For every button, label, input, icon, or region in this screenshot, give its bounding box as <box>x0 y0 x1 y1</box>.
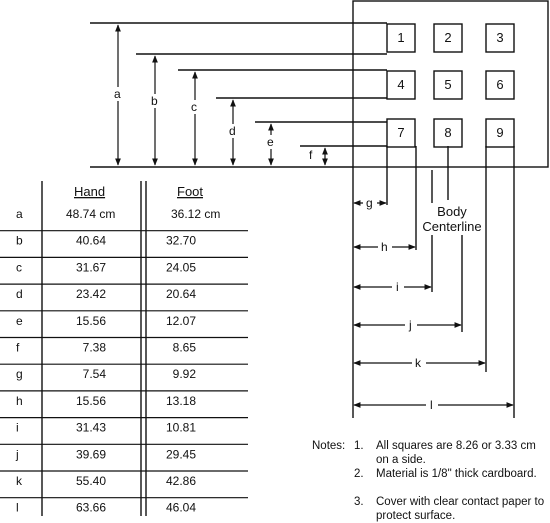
note-number: 3. <box>354 496 364 508</box>
reference-lines <box>90 23 387 167</box>
table-cell-foot: 12.07 <box>165 313 196 328</box>
centerline-label-line2: Centerline <box>422 219 482 234</box>
table-cell-foot: 13.18 <box>165 393 196 408</box>
square-label-6: 6 <box>496 77 504 92</box>
note-number: 2. <box>354 468 364 480</box>
dim-label-b: b <box>151 94 158 108</box>
table-cell-hand: 39.69 <box>75 447 106 462</box>
table-row-label: d <box>16 287 23 302</box>
note-text: Material is 1/8" thick cardboard. <box>376 468 537 480</box>
dim-label-a: a <box>114 87 121 101</box>
square-label-7: 7 <box>397 125 405 140</box>
table-row-label: b <box>16 233 23 248</box>
table-row-label: i <box>16 420 19 435</box>
notes-title: Notes: <box>312 440 346 452</box>
dim-label-l: l <box>430 398 433 412</box>
table-cell-foot: 32.70 <box>165 233 196 248</box>
table-row-label: h <box>16 393 23 408</box>
table-cell-foot: 29.45 <box>165 447 196 462</box>
table-row-label: g <box>16 367 23 382</box>
table-cell-hand: 63.66 <box>75 500 106 515</box>
table-cell-foot: 42.86 <box>165 474 196 488</box>
table-row-label: k <box>16 474 22 488</box>
centerline-label-line1: Body <box>437 204 467 219</box>
note-text: Cover with clear contact paper to protect surface. <box>376 496 545 522</box>
table-cell-hand: 7.54 <box>82 367 106 382</box>
table-row-label: c <box>16 260 22 275</box>
table-cell-hand: 23.42 <box>75 287 106 302</box>
table-cell-foot: 36.12 cm <box>171 207 221 221</box>
drop-lines <box>353 146 514 418</box>
table-cell-hand: 55.40 <box>75 474 106 488</box>
dim-label-d: d <box>229 124 236 138</box>
table-cell-foot: 8.65 <box>172 340 196 355</box>
table-cell-hand: 7.38 <box>82 340 106 355</box>
table-row-label: j <box>16 447 19 462</box>
table-row-label: l <box>16 500 19 515</box>
dim-label-k: k <box>415 356 421 370</box>
table-header-foot: Foot <box>177 184 204 199</box>
table-cell-hand: 15.56 <box>75 393 106 408</box>
square-label-3: 3 <box>496 30 504 45</box>
dim-label-h: h <box>381 240 388 254</box>
dim-label-c: c <box>191 100 197 114</box>
table-rows <box>0 207 248 515</box>
square-label-5: 5 <box>444 77 452 92</box>
square-label-8: 8 <box>444 125 452 140</box>
table-cell-foot: 46.04 <box>165 500 196 515</box>
dim-label-e: e <box>267 135 274 149</box>
table-row-label: a <box>16 207 23 221</box>
table-cell-hand: 31.43 <box>75 420 106 435</box>
square-label-4: 4 <box>397 77 405 92</box>
table-cell-foot: 9.92 <box>172 367 196 382</box>
dim-label-g: g <box>366 196 373 210</box>
table-row-label: f <box>16 340 20 355</box>
table-cell-foot: 24.05 <box>165 260 196 275</box>
dim-label-j: j <box>409 318 412 332</box>
table-cell-hand: 40.64 <box>75 233 106 248</box>
note-number: 1. <box>354 440 364 452</box>
dim-label-f: f <box>309 148 313 162</box>
square-label-9: 9 <box>496 125 504 140</box>
table-cell-foot: 20.64 <box>165 287 196 302</box>
note-text: All squares are 8.26 or 3.33 cm on a side. <box>376 440 536 466</box>
table-cell-hand: 15.56 <box>75 313 106 328</box>
table-row-label: e <box>16 313 23 328</box>
table-cell-hand: 48.74 cm <box>66 207 116 221</box>
table-header-hand: Hand <box>74 184 106 199</box>
square-label-1: 1 <box>397 30 405 45</box>
squares-group <box>387 24 514 147</box>
dim-label-i: i <box>396 280 399 294</box>
table-cell-hand: 31.67 <box>75 260 106 275</box>
measurement-table <box>0 181 248 516</box>
table-cell-foot: 10.81 <box>165 420 196 435</box>
square-label-2: 2 <box>444 30 452 45</box>
